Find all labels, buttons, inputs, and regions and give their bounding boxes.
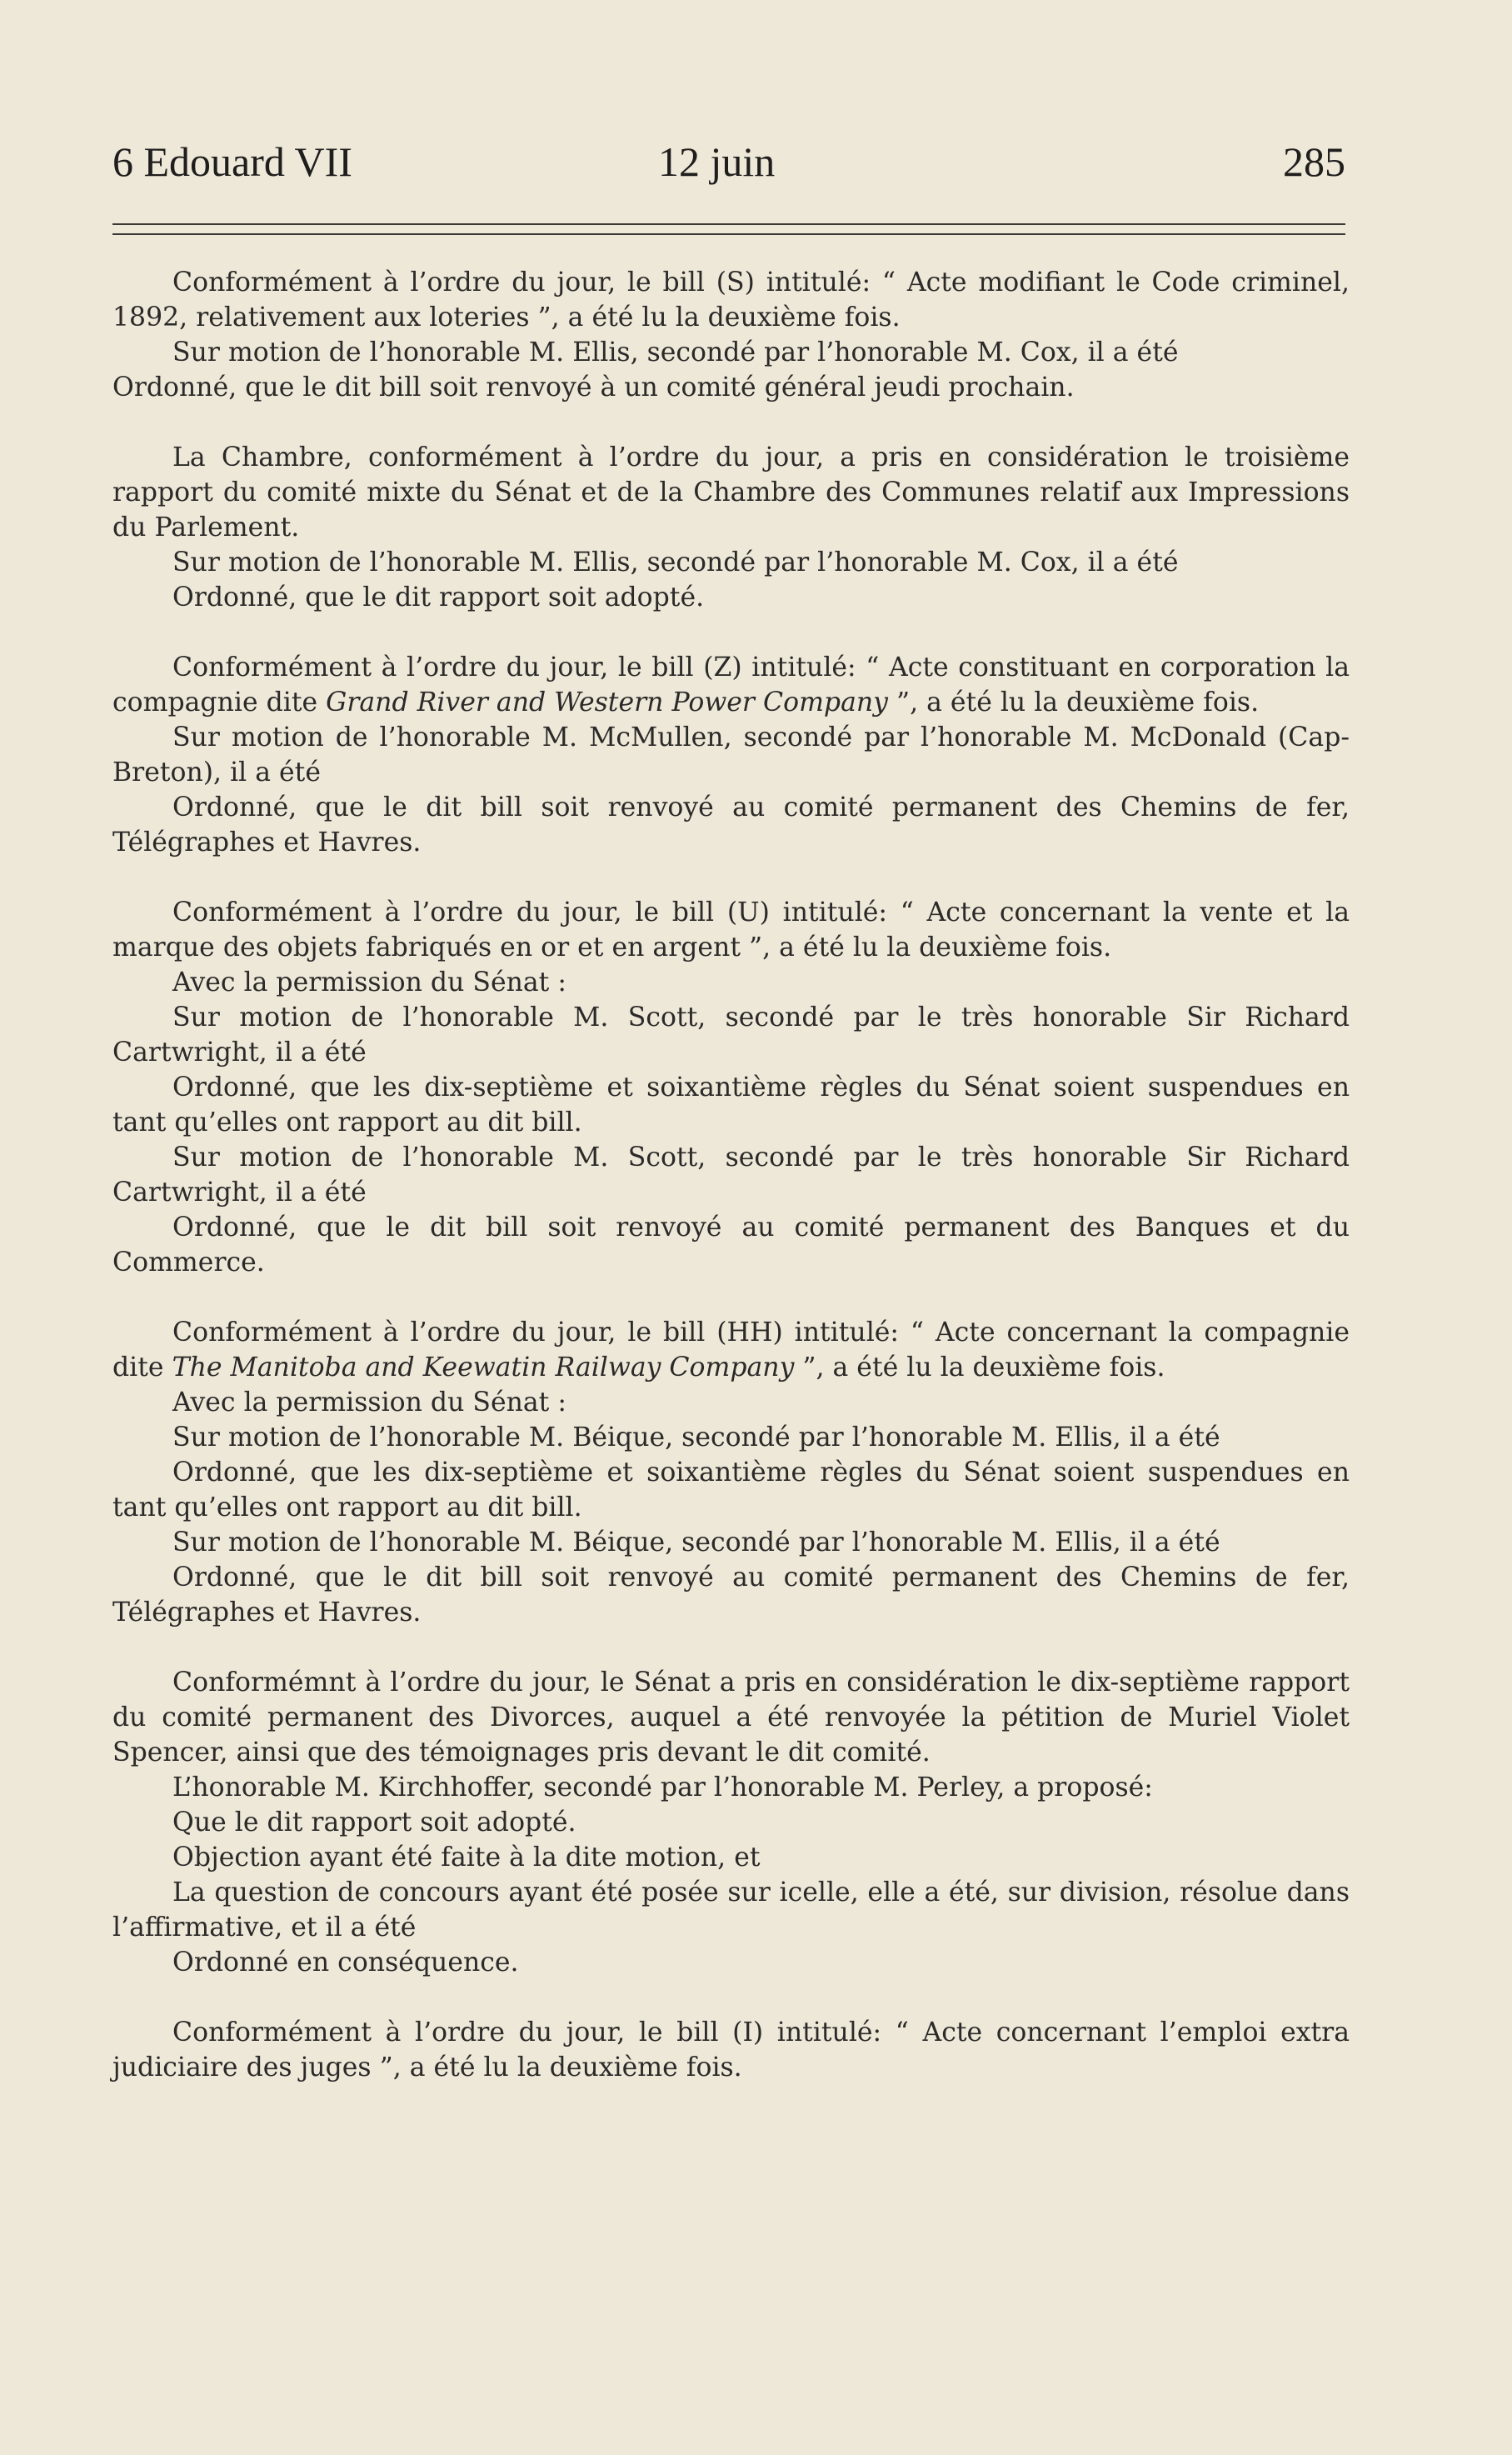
paragraph: Ordonné en conséquence.	[172, 1948, 519, 1978]
paragraph: Sur motion de l’honorable M. Ellis, secondé par l’honorable M. Cox, il a été	[172, 548, 1179, 578]
entry-printing-report	[112, 440, 1350, 615]
paragraph: Ordonné, que le dit rapport soit adopté.	[172, 582, 705, 612]
paragraph: Sur motion de l’honorable M. Ellis, secondé par l’honorable M. Cox, il a été	[172, 338, 1179, 368]
header-rule	[112, 223, 1345, 235]
entry-divorce-report	[112, 1665, 1350, 1980]
paragraph: Conformément à l’ordre du jour, le bill (I) intitulé: “ Acte concernant l’emploi extra judiciaire des juges ”, a été lu la deuxième fois.	[112, 2018, 1350, 2082]
header-session: 6 Edouard VII	[112, 138, 352, 185]
entry-bill-hh	[112, 1315, 1350, 1630]
paragraph: Sur motion de l’honorable M. Scott, secondé par le très honorable Sir Richard Cartwright, il a été	[112, 1002, 1350, 1068]
page-header	[112, 138, 1345, 188]
section-gap	[112, 1630, 1350, 1665]
paragraph: Conformément à l’ordre du jour, le bill (S) intitulé: “ Acte modifiant le Code criminel, 1892, relativement aux loteries ”, a été lu la deuxième fois.	[112, 268, 1350, 332]
text-run: Conformément à l’ordre du jour, le bill (HH) intitulé: “ Acte concernant la compagnie dite	[112, 1318, 1350, 1382]
entry-bill-s	[112, 265, 1350, 405]
paragraph: Objection ayant été faite à la dite motion, et	[172, 1842, 761, 1872]
paragraph: L’honorable M. Kirchhoffer, secondé par l’honorable M. Perley, a proposé:	[172, 1772, 1153, 1802]
paragraph: Que le dit rapport soit adopté.	[172, 1808, 576, 1838]
paragraph: Avec la permission du Sénat :	[172, 1388, 566, 1418]
paragraph: Sur motion de l’honorable M. Béique, secondé par l’honorable M. Ellis, il a été	[172, 1528, 1220, 1558]
paragraph: Ordonné, que le dit bill soit renvoyé au comité permanent des Banques et du Commerce.	[112, 1212, 1350, 1278]
paragraph	[112, 650, 1350, 720]
paragraph: Ordonné, que les dix-septième et soixantième règles du Sénat soient suspendues en tant qu’elles ont rapport au dit bill.	[112, 1458, 1350, 1522]
paragraph: La Chambre, conformément à l’ordre du jour, a pris en considération le troisième rapport du comité mixte du Sénat et de la Chambre des Communes relatif aux Impressions du Parlement.	[112, 442, 1350, 542]
paragraph: Conformémnt à l’ordre du jour, le Sénat a pris en considération le dix-septième rapport du comité permanent des Divorces, auquel a été renvoyée la pétition de Muriel Violet Spencer, ainsi que des témoignages pris devant le dit comité.	[112, 1668, 1350, 1768]
paragraph: Ordonné, que les dix-septième et soixantième règles du Sénat soient suspendues en tant qu’elles ont rapport au dit bill.	[112, 1072, 1350, 1138]
paragraph: Sur motion de l’honorable M. Béique, secondé par l’honorable M. Ellis, il a été	[172, 1422, 1220, 1452]
section-gap	[112, 615, 1350, 650]
section-gap	[112, 405, 1350, 440]
page-number: 285	[1283, 138, 1345, 185]
section-gap	[112, 860, 1350, 895]
header-date: 12 juin	[658, 138, 776, 185]
section-gap	[112, 1980, 1350, 2015]
text-run: ”, a été lu la deuxième fois.	[794, 1352, 1165, 1382]
entry-bill-i	[112, 2015, 1350, 2085]
paragraph: Ordonné, que le dit bill soit renvoyé au comité permanent des Chemins de fer, Télégraphes et Havres.	[112, 792, 1350, 858]
document-body	[112, 265, 1350, 2085]
section-gap	[112, 1280, 1350, 1315]
entry-bill-z	[112, 650, 1350, 860]
company-name: The Manitoba and Keewatin Railway Company	[172, 1352, 795, 1382]
paragraph: Conformément à l’ordre du jour, le bill (U) intitulé: “ Acte concernant la vente et la marque des objets fabriqués en or et en argent ”, a été lu la deuxième fois.	[112, 898, 1350, 962]
paragraph: Ordonné, que le dit bill soit renvoyé à un comité général jeudi prochain.	[112, 372, 1075, 402]
paragraph	[112, 1315, 1350, 1385]
paragraph: Ordonné, que le dit bill soit renvoyé au comité permanent des Chemins de fer, Télégraphes et Havres.	[112, 1562, 1350, 1628]
paragraph: Avec la permission du Sénat :	[172, 968, 566, 998]
company-name: Grand River and Western Power Company	[326, 688, 888, 718]
entry-bill-u	[112, 895, 1350, 1280]
text-run: Conformément à l’ordre du jour, le bill (Z) intitulé: “ Acte constituant en corporation la compagnie dite	[112, 652, 1350, 718]
paragraph: La question de concours ayant été posée sur icelle, elle a été, sur division, résolue dans l’affirmative, et il a été	[112, 1878, 1350, 1942]
paragraph: Sur motion de l’honorable M. McMullen, secondé par l’honorable M. McDonald (Cap-Breton), il a été	[112, 722, 1350, 788]
paragraph: Sur motion de l’honorable M. Scott, secondé par le très honorable Sir Richard Cartwright, il a été	[112, 1142, 1350, 1208]
text-run: ”, a été lu la deuxième fois.	[887, 688, 1260, 718]
